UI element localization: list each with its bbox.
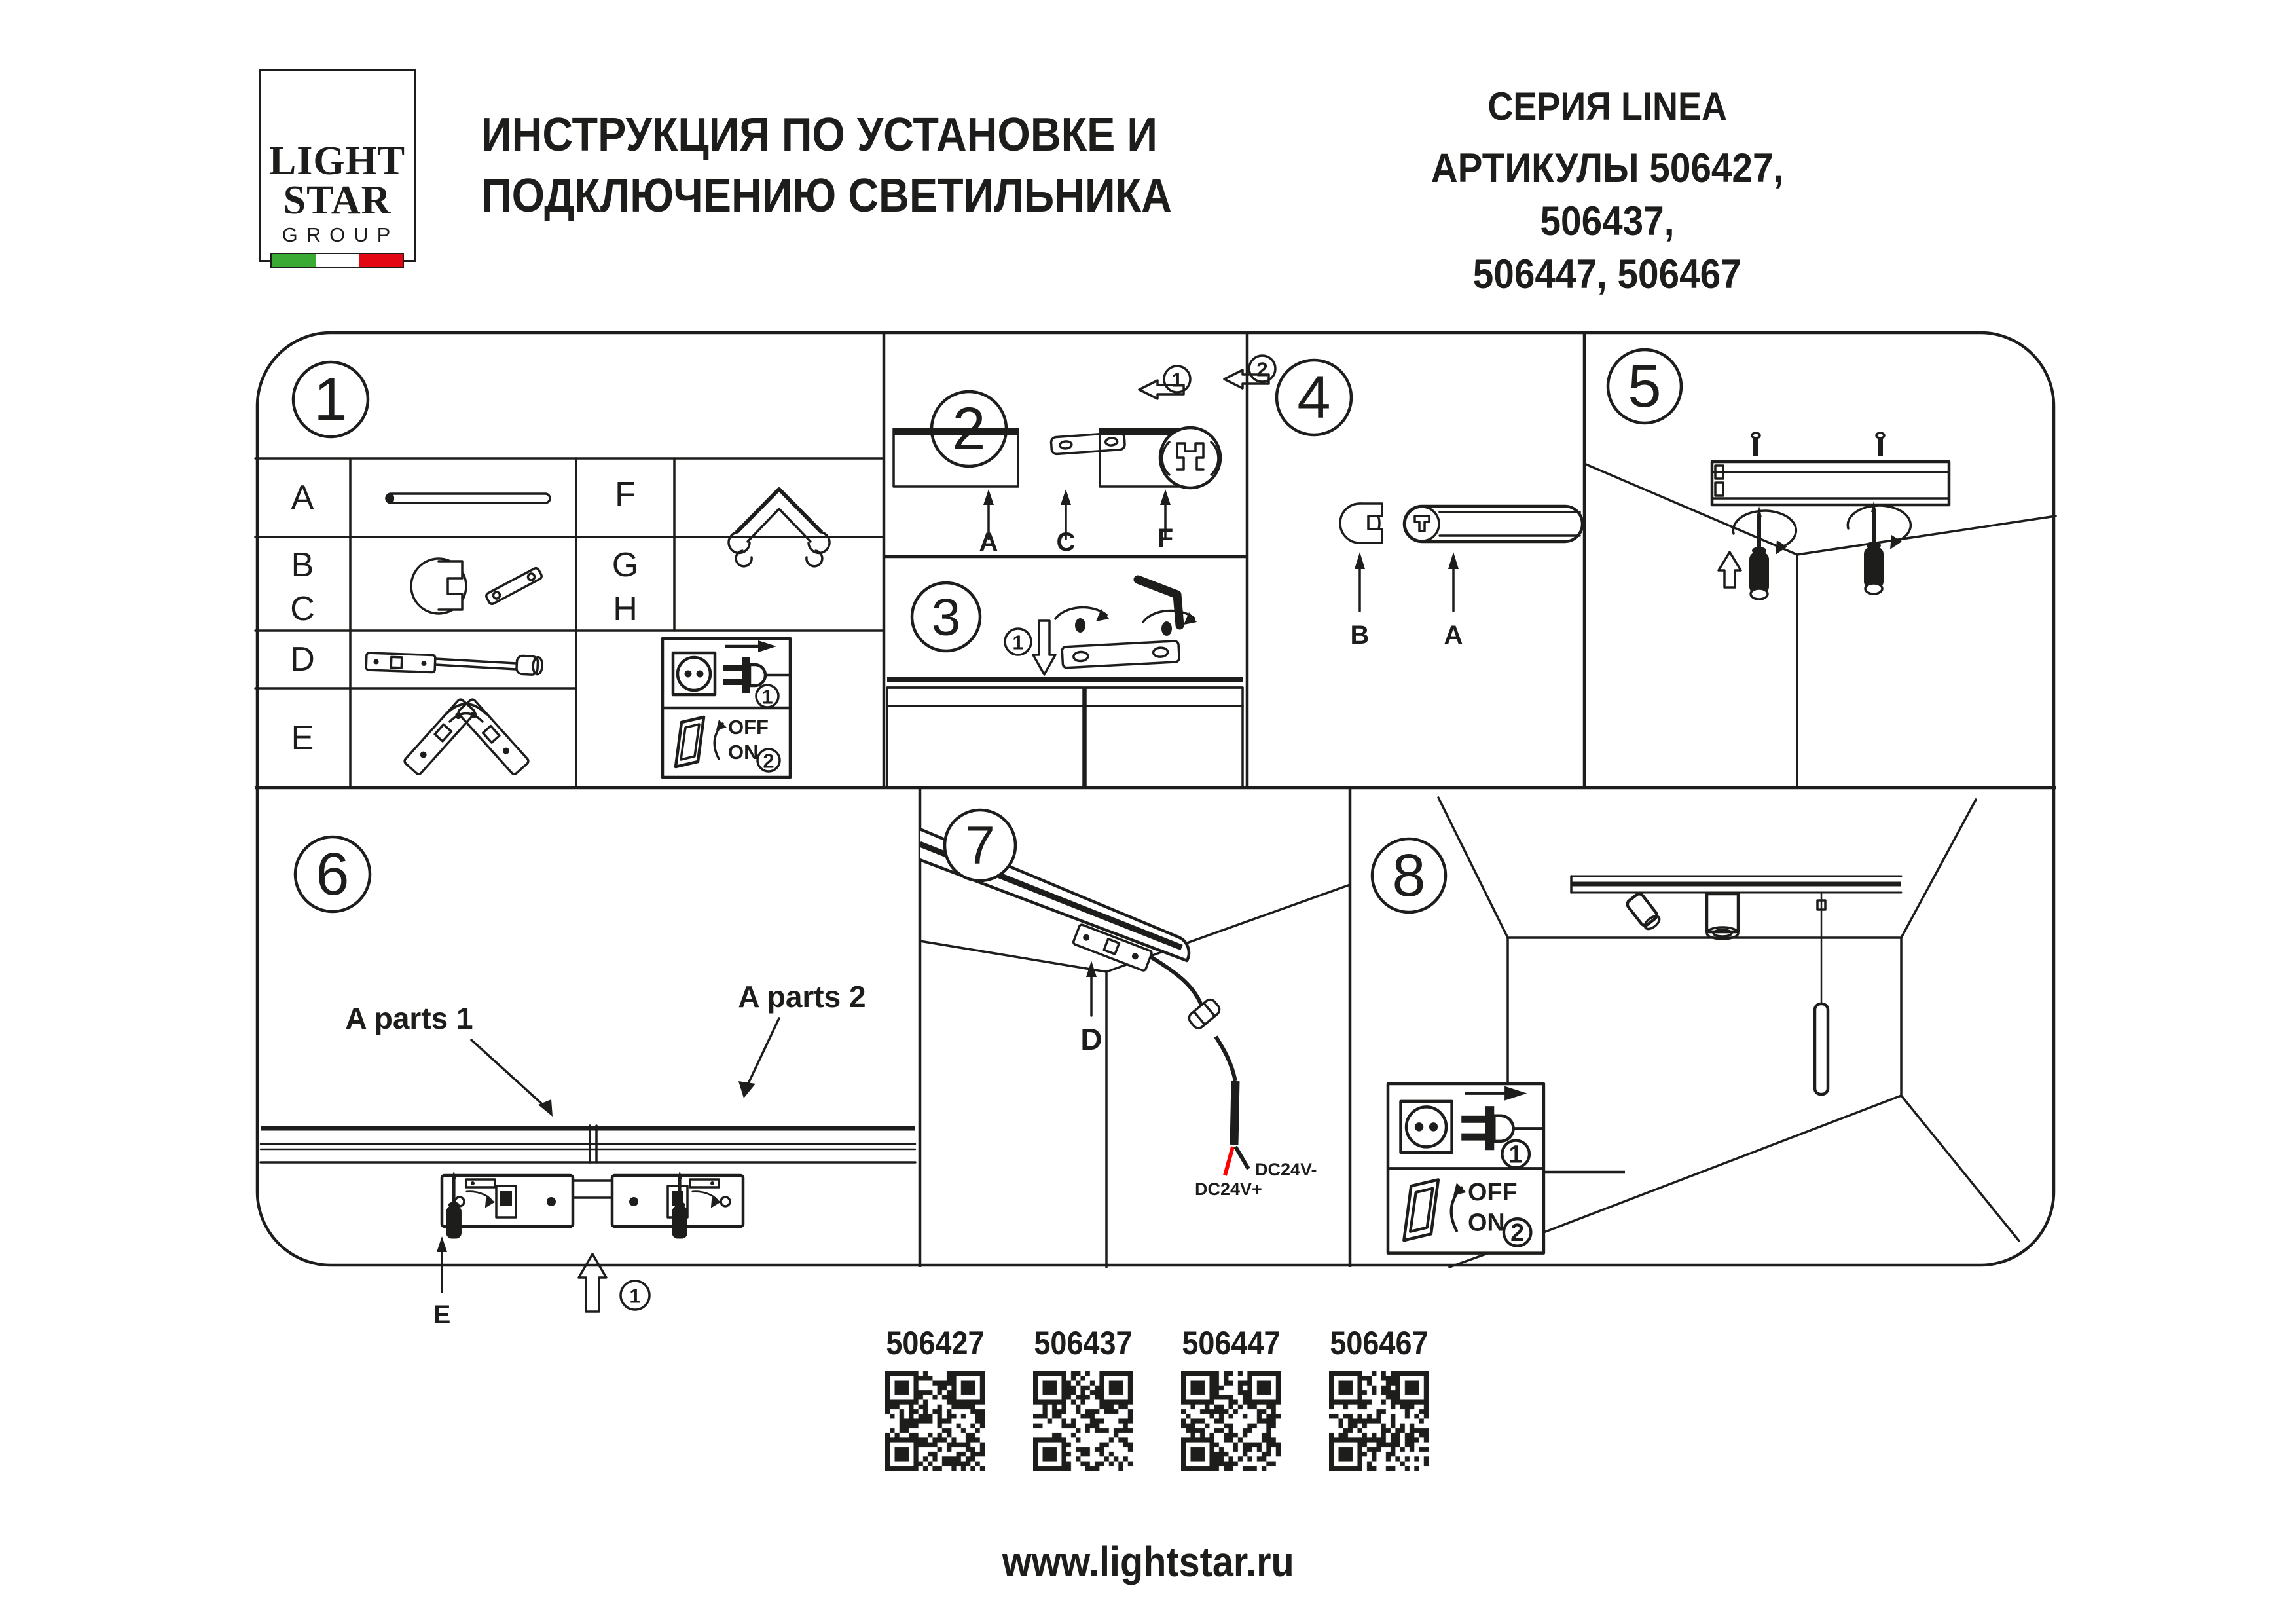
- flag-green: [272, 254, 316, 267]
- flag-white: [316, 254, 359, 267]
- articles-line-1: АРТИКУЛЫ 506427, 506437,: [1430, 145, 1784, 244]
- step6-marker-1: 1: [629, 1284, 641, 1308]
- sequence-arrows: [1139, 356, 1275, 399]
- wire-minus-black: [1235, 1147, 1248, 1169]
- a-parts-1-label: A parts 1: [345, 1001, 473, 1035]
- part-d-feed-drawing: [366, 653, 543, 675]
- pointer-label-a: A: [979, 528, 998, 557]
- step2-marker-1: 1: [1171, 368, 1183, 392]
- dc24v-minus-label: DC24V-: [1255, 1160, 1317, 1179]
- step-5-panel: [1584, 350, 2056, 788]
- part-e-pointer: [433, 1236, 451, 1329]
- website-url: www.lightstar.ru: [1002, 1538, 1294, 1585]
- part-pointers: [979, 489, 1174, 557]
- plate-screw-drawing: [1055, 580, 1197, 668]
- logo-star: STAR: [283, 178, 392, 223]
- part-label-h: H: [613, 590, 638, 628]
- power-legend: [1388, 1084, 1544, 1253]
- endcap-track-drawing: [1340, 504, 1582, 543]
- cylinder-fixture-icon: [1707, 894, 1738, 939]
- qr-block-506447: [1159, 1324, 1303, 1474]
- screwdriver-tip-icon: [1138, 580, 1180, 625]
- a-parts-2-label: A parts 2: [738, 980, 866, 1014]
- leader-arrows: [471, 1018, 779, 1116]
- pointer-label-b: B: [1350, 621, 1370, 650]
- qr-article-label: 506437: [1033, 1325, 1133, 1361]
- qr-article-label: 506467: [1329, 1325, 1429, 1361]
- legend-on-label: ON: [1468, 1209, 1505, 1237]
- screwdriver-icon: [1848, 501, 1910, 594]
- pointer-label-a: A: [1444, 621, 1463, 650]
- lightstar-logo: [259, 69, 416, 262]
- qr-article-label: 506447: [1181, 1325, 1281, 1361]
- part-bc-cap-plate-drawing: [411, 559, 543, 614]
- qr-block-506467: [1307, 1324, 1451, 1474]
- part-pointers: [1351, 552, 1463, 650]
- dc24v-plus-label: DC24V+: [1195, 1179, 1262, 1199]
- logo-group: GROUP: [282, 223, 399, 246]
- step3-marker-1: 1: [1012, 631, 1024, 654]
- title-line-1: ИНСТРУКЦИЯ ПО УСТАНОВКЕ И: [481, 109, 1157, 161]
- ceiling-track-drawing: [1571, 876, 1901, 893]
- part-label-d: D: [290, 640, 315, 678]
- step-3-panel: [887, 580, 1243, 787]
- pendant-fixture-icon: [1815, 893, 1828, 1094]
- wire-plus-red: [1225, 1147, 1233, 1175]
- step-4-number: 4: [1297, 364, 1331, 431]
- step-7-panel: [920, 810, 1350, 1267]
- screwdriver-icon: [1733, 506, 1796, 599]
- legend-off-label: OFF: [728, 716, 769, 739]
- qr-article-label: 506427: [885, 1325, 985, 1361]
- part-label-c: C: [290, 590, 315, 628]
- part-e-corner-drawing: [403, 698, 530, 775]
- up-arrow-icon: [1719, 552, 1741, 587]
- qr-code-506427: [885, 1371, 985, 1471]
- qr-code-506437: [1033, 1371, 1133, 1471]
- part-label-f: F: [615, 475, 636, 513]
- part-label-b: B: [291, 546, 314, 584]
- joined-tracks-drawing: [887, 680, 1243, 787]
- step-6-panel: [261, 837, 915, 1329]
- pointer-label-c: C: [1056, 528, 1076, 557]
- part-label-g: G: [611, 546, 639, 584]
- step-8-panel: [1372, 798, 2019, 1267]
- step-2-panel: [894, 356, 1275, 557]
- part-label-a: A: [291, 479, 314, 517]
- step-1-number: 1: [314, 366, 348, 433]
- legend-marker-1: 1: [1508, 1141, 1523, 1169]
- part-d-pointer: [1080, 961, 1102, 1056]
- step-6-number: 6: [316, 841, 350, 908]
- spot-fixture-icon: [1626, 892, 1662, 932]
- qr-code-506447: [1181, 1371, 1281, 1471]
- screw-icon: [1752, 433, 1884, 456]
- step-1-panel: [255, 362, 884, 788]
- pointer-label-f: F: [1157, 524, 1174, 553]
- legend-on-label: ON: [728, 741, 759, 764]
- articles-line-2: 506447, 506467: [1473, 251, 1741, 297]
- italian-flag-icon: [270, 253, 404, 268]
- part-f-corner-track-drawing: [729, 489, 829, 566]
- legend-marker-1: 1: [761, 685, 773, 709]
- installation-diagram: [255, 331, 2056, 1329]
- power-legend: [663, 638, 790, 777]
- qr-block-506437: [1011, 1324, 1155, 1474]
- step-4-panel: [1277, 360, 1582, 650]
- qr-code-506467: [1329, 1371, 1429, 1471]
- qr-block-506427: [863, 1324, 1007, 1474]
- step2-marker-2: 2: [1256, 358, 1268, 381]
- step-7-number: 7: [965, 815, 995, 876]
- up-arrow-icon: [579, 1254, 606, 1312]
- down-arrow-icon: [1033, 621, 1055, 674]
- step-3-number: 3: [931, 587, 961, 646]
- joined-track-drawing: [261, 1126, 915, 1162]
- step-8-number: 8: [1392, 842, 1426, 909]
- series-header: [1362, 84, 1853, 301]
- series-name: СЕРИЯ LINEA: [1487, 84, 1727, 128]
- part-a-track-drawing: [386, 494, 550, 503]
- legend-marker-2: 2: [1510, 1219, 1525, 1247]
- page-title: [481, 105, 1248, 227]
- legend-marker-2: 2: [763, 749, 774, 773]
- title-line-2: ПОДКЛЮЧЕНИЮ СВЕТИЛЬНИКА: [481, 170, 1172, 222]
- pointer-label-e: E: [433, 1301, 451, 1329]
- logo-light: LIGHT: [268, 139, 406, 183]
- mounted-track-drawing: [1712, 462, 1949, 505]
- legend-off-label: OFF: [1468, 1179, 1518, 1207]
- pointer-label-d: D: [1080, 1022, 1102, 1056]
- step-5-number: 5: [1628, 353, 1662, 420]
- flag-red: [359, 254, 403, 267]
- part-label-e: E: [291, 719, 314, 757]
- ceiling-corner-lines: [1584, 464, 2056, 788]
- track-joining-drawing: [894, 428, 1220, 488]
